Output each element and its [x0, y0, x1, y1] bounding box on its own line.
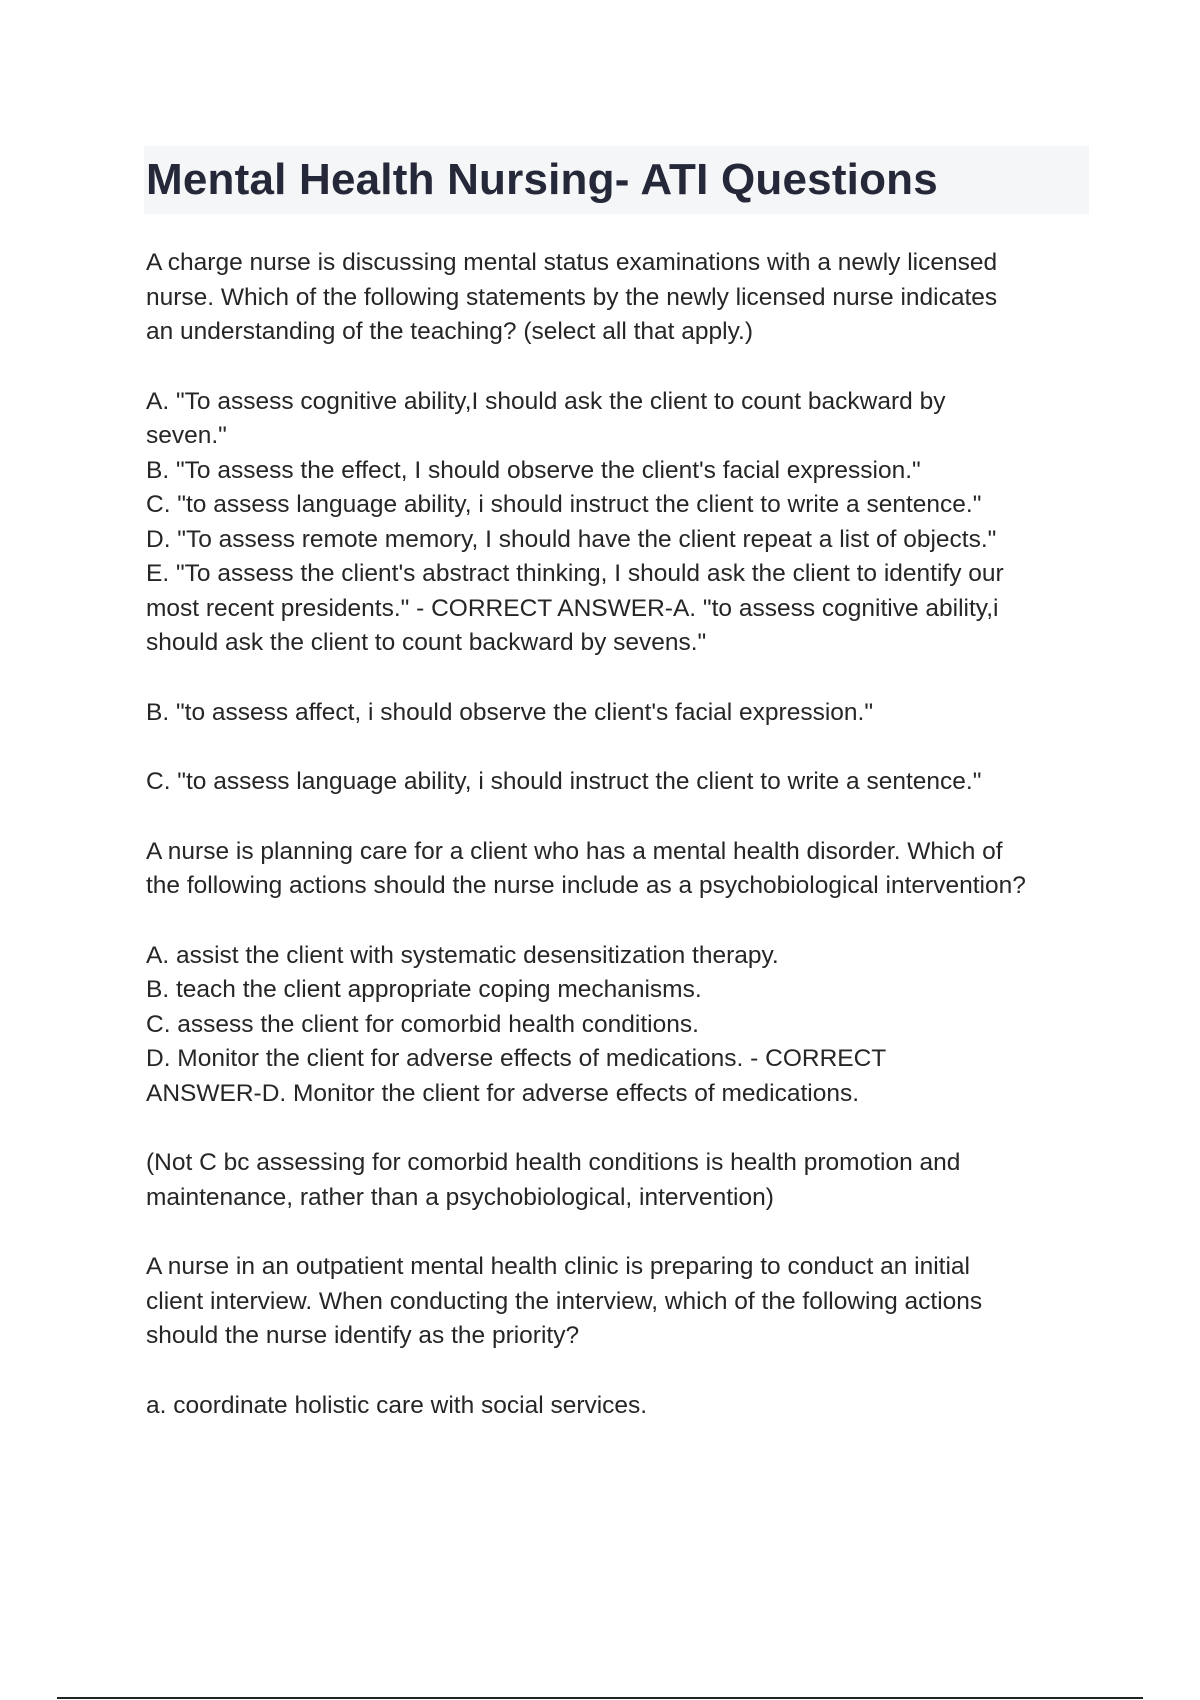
- text-line: E. "To assess the client's abstract thinking, I should ask the client to identify our: [146, 560, 1004, 587]
- text-line: A charge nurse is discussing mental status examinations with a newly licensed: [146, 249, 998, 276]
- text-line: ANSWER-D. Monitor the client for adverse effects of medications.: [146, 1079, 860, 1107]
- paragraph-gap: [146, 1215, 1098, 1250]
- text-line: B. "To assess the effect, I should observe the client's facial expression.": [146, 456, 921, 484]
- paragraph-gap: [146, 350, 1098, 385]
- question-2-stem: [146, 835, 1098, 904]
- text-line: D. Monitor the client for adverse effects of medications. - CORRECT: [146, 1045, 887, 1072]
- question-1-options: [146, 385, 1098, 661]
- text-line: A. "To assess cognitive ability,I should ask the client to count backward by: [146, 387, 946, 415]
- text-line: D. "To assess remote memory, I should have the client repeat a list of objects.": [146, 525, 997, 553]
- text-line: A nurse is planning care for a client who has a mental health disorder. Which of: [146, 837, 1003, 865]
- document-body: [146, 246, 1098, 1423]
- page-title: Mental Health Nursing- ATI Questions: [146, 155, 938, 204]
- text-line: A. assist the client with systematic desensitization therapy.: [146, 941, 779, 969]
- text-line: nurse. Which of the following statements by the newly licensed nurse indicates: [146, 283, 998, 311]
- text-line: an understanding of the teaching? (select all that apply.): [146, 318, 753, 345]
- text-line: a. coordinate holistic care with social services.: [146, 1391, 648, 1419]
- text-line: C. "to assess language ability, i should instruct the client to write a sentence.": [146, 491, 982, 518]
- text-line: B. "to assess affect, i should observe the client's facial expression.": [146, 698, 874, 726]
- text-line: seven.": [146, 422, 227, 449]
- text-line: A nurse in an outpatient mental health clinic is preparing to conduct an initial: [146, 1253, 970, 1280]
- paragraph-gap: [146, 1354, 1098, 1389]
- paragraph-gap: [146, 661, 1098, 696]
- paragraph-gap: [146, 904, 1098, 939]
- paragraph-gap: [146, 730, 1098, 765]
- paragraph-gap: [146, 800, 1098, 835]
- paragraph-gap: [146, 1111, 1098, 1146]
- question-2-options: [146, 939, 1098, 1112]
- text-line: most recent presidents." - CORRECT ANSWER-A. "to assess cognitive ability,i: [146, 594, 999, 622]
- footer-divider: [57, 1697, 1143, 1699]
- text-line: maintenance, rather than a psychobiological, intervention): [146, 1183, 774, 1211]
- text-line: the following actions should the nurse include as a psychobiological intervention?: [146, 872, 1026, 899]
- text-line: C. "to assess language ability, i should instruct the client to write a sentence.": [146, 768, 982, 795]
- text-line: client interview. When conducting the interview, which of the following actions: [146, 1287, 983, 1315]
- question-2-rationale: [146, 1146, 1098, 1215]
- text-line: should ask the client to count backward by sevens.": [146, 629, 707, 656]
- text-line: should the nurse identify as the priority?: [146, 1322, 580, 1349]
- text-line: (Not C bc assessing for comorbid health conditions is health promotion and: [146, 1149, 961, 1176]
- question-1-stem: [146, 246, 1098, 350]
- text-line: C. assess the client for comorbid health conditions.: [146, 1010, 699, 1038]
- question-1-answer-b: [146, 696, 1098, 731]
- question-3-stem: [146, 1250, 1098, 1354]
- question-1-answer-c: [146, 765, 1098, 800]
- question-3-options: [146, 1389, 1098, 1424]
- text-line: B. teach the client appropriate coping mechanisms.: [146, 976, 702, 1003]
